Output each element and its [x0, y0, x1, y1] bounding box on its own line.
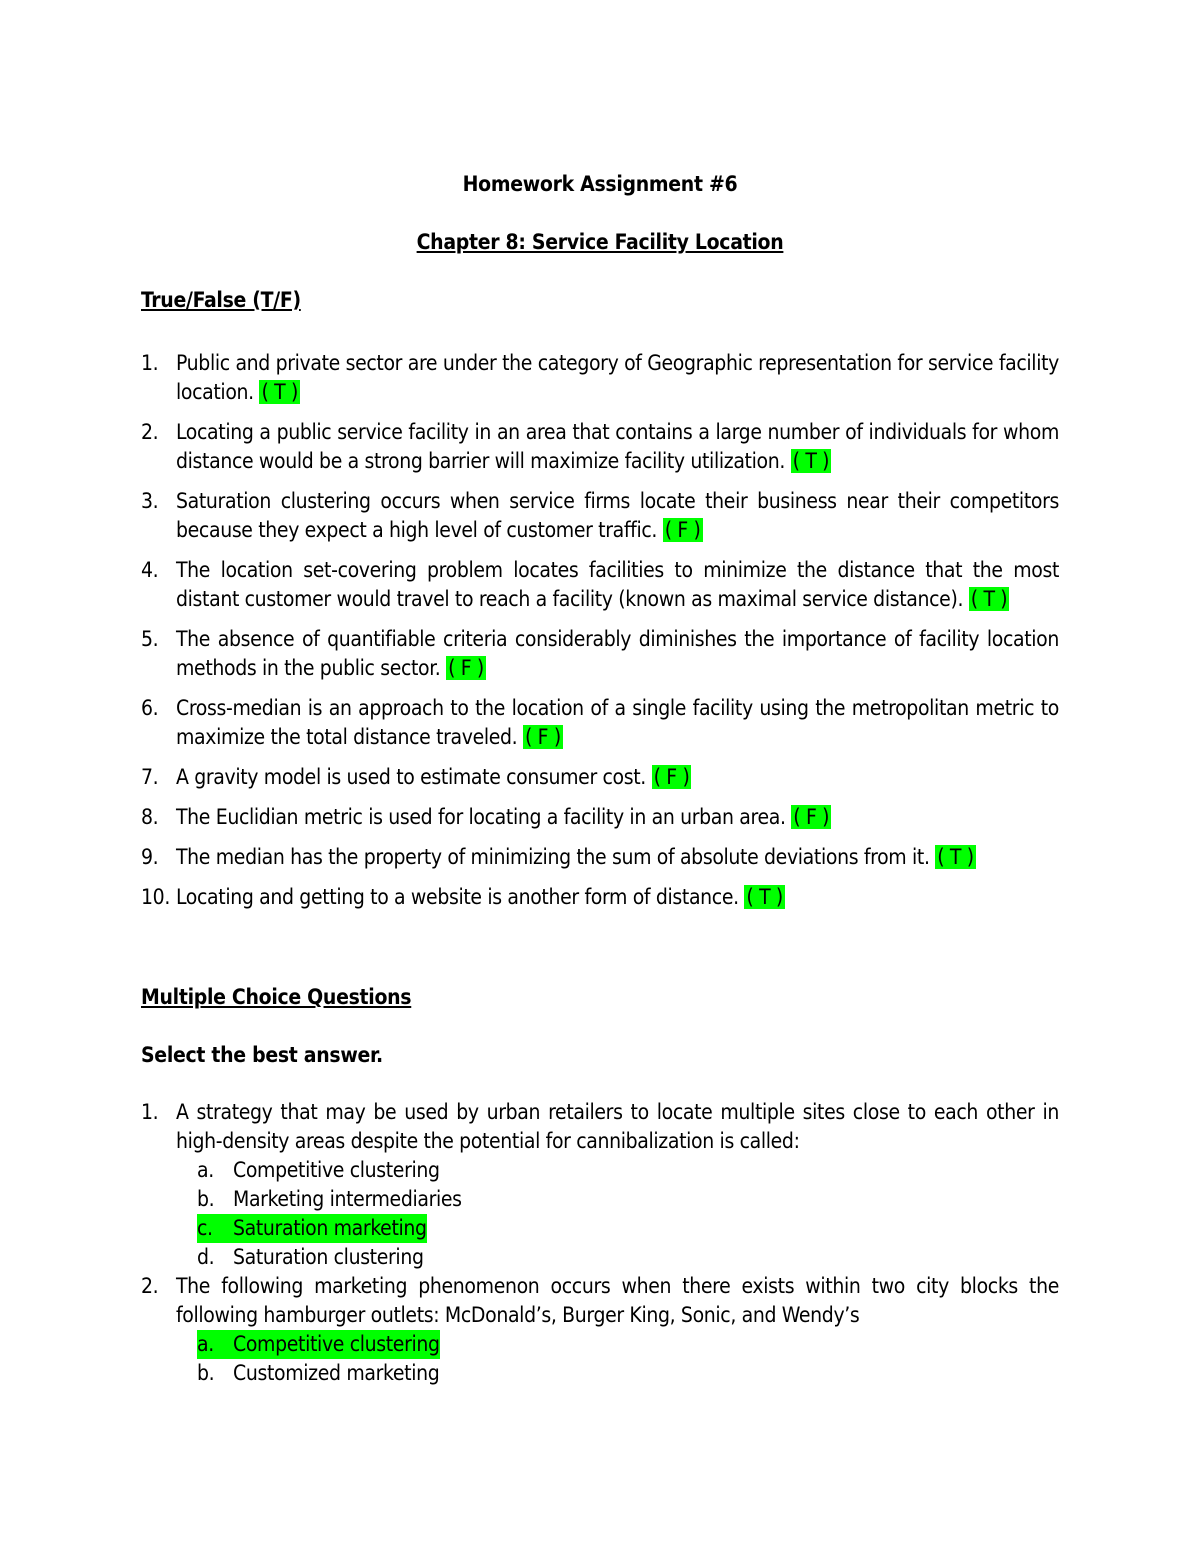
- multiple-choice-list: [141, 1098, 1059, 1388]
- tf-question: [141, 843, 1059, 872]
- tf-question: [141, 694, 1059, 752]
- option-text: Competitive clustering: [233, 1332, 440, 1356]
- answer-highlight: ( F ): [664, 518, 701, 542]
- option-text: Competitive clustering: [233, 1158, 440, 1182]
- tf-question: [141, 625, 1059, 683]
- option-letter: b.: [197, 1361, 215, 1385]
- question-text: Cross-median is an approach to the location of a single facility using the metropolitan metric to maximize the total distance traveled.: [176, 696, 1059, 749]
- question-text: Locating and getting to a website is another form of distance.: [176, 885, 739, 909]
- answer-option: [176, 1156, 1059, 1185]
- question-text: The Euclidian metric is used for locating a facility in an urban area.: [176, 805, 786, 829]
- answer-highlight: ( T ): [937, 845, 974, 869]
- correct-answer-option: [176, 1330, 1059, 1359]
- true-false-list: [141, 349, 1059, 923]
- tf-question: [141, 418, 1059, 476]
- answer-highlight: ( T ): [970, 587, 1008, 611]
- answer-highlight: ( T ): [792, 449, 830, 473]
- option-text: Marketing intermediaries: [233, 1187, 462, 1211]
- answer-highlight: ( F ): [525, 725, 561, 749]
- question-text: A gravity model is used to estimate consumer cost.: [176, 765, 646, 789]
- question-text: Locating a public service facility in an area that contains a large number of individuals for whom distance would be a strong barrier will maximize facility utilization.: [176, 420, 1059, 473]
- true-false-heading: True/False (T/F): [141, 288, 301, 312]
- option-text: Saturation marketing: [233, 1216, 427, 1240]
- answer-highlight: ( T ): [261, 380, 298, 404]
- answer-highlight: ( F ): [448, 656, 484, 680]
- question-number: 7.: [141, 765, 159, 789]
- option-letter: d.: [197, 1245, 215, 1269]
- question-text: Public and private sector are under the category of Geographic representation for service facility location.: [176, 351, 1059, 404]
- question-text: A strategy that may be used by urban retailers to locate multiple sites close to each other in high-density areas despite the potential for cannibalization is called:: [176, 1100, 1059, 1153]
- option-text: Customized marketing: [233, 1361, 440, 1385]
- answer-highlight: ( F ): [653, 765, 690, 789]
- question-text: The absence of quantifiable criteria considerably diminishes the importance of facility location methods in the public sector.: [176, 627, 1059, 680]
- question-number: 2.: [141, 1274, 159, 1298]
- question-number: 10.: [141, 885, 170, 909]
- option-letter: c.: [197, 1216, 213, 1240]
- question-number: 8.: [141, 805, 159, 829]
- tf-question: [141, 556, 1059, 614]
- multiple-choice-heading: Multiple Choice Questions: [141, 985, 412, 1009]
- question-number: 5.: [141, 627, 159, 651]
- answer-highlight: ( T ): [746, 885, 783, 909]
- chapter-heading: Chapter 8: Service Facility Location: [416, 230, 784, 254]
- option-letter: a.: [197, 1332, 214, 1356]
- answer-highlight: [197, 1214, 427, 1243]
- option-letter: b.: [197, 1187, 215, 1211]
- correct-answer-option: [176, 1214, 1059, 1243]
- answer-option: [176, 1185, 1059, 1214]
- question-number: 6.: [141, 696, 159, 720]
- question-text: The following marketing phenomenon occurs when there exists within two city blocks the following hamburger outlets: McDonald’s, Burger King, Sonic, and Wendy’s: [176, 1274, 1059, 1327]
- question-text: The location set-covering problem locates facilities to minimize the distance that the most distant customer would travel to reach a facility (known as maximal service distance).: [176, 558, 1059, 611]
- question-number: 3.: [141, 489, 159, 513]
- mc-question: [141, 1098, 1059, 1272]
- answer-highlight: ( F ): [793, 805, 830, 829]
- document-title: Homework Assignment #6: [462, 172, 738, 196]
- option-text: Saturation clustering: [233, 1245, 424, 1269]
- question-number: 1.: [141, 351, 159, 375]
- mc-question: [141, 1272, 1059, 1388]
- tf-question: [141, 883, 1059, 912]
- question-text: Saturation clustering occurs when service firms locate their business near their competitors because they expect a high level of customer traffic.: [176, 489, 1059, 542]
- option-letter: a.: [197, 1158, 214, 1182]
- option-list: [176, 1156, 1059, 1272]
- question-number: 2.: [141, 420, 159, 444]
- tf-question: [141, 803, 1059, 832]
- question-text: The median has the property of minimizing the sum of absolute deviations from it.: [176, 845, 930, 869]
- question-number: 4.: [141, 558, 159, 582]
- answer-option: [176, 1359, 1059, 1388]
- tf-question: [141, 349, 1059, 407]
- answer-option: [176, 1243, 1059, 1272]
- answer-highlight: [197, 1330, 440, 1359]
- instruction-text: Select the best answer.: [141, 1043, 383, 1067]
- tf-question: [141, 487, 1059, 545]
- question-number: 9.: [141, 845, 159, 869]
- tf-question: [141, 763, 1059, 792]
- question-number: 1.: [141, 1100, 159, 1124]
- option-list: [176, 1330, 1059, 1388]
